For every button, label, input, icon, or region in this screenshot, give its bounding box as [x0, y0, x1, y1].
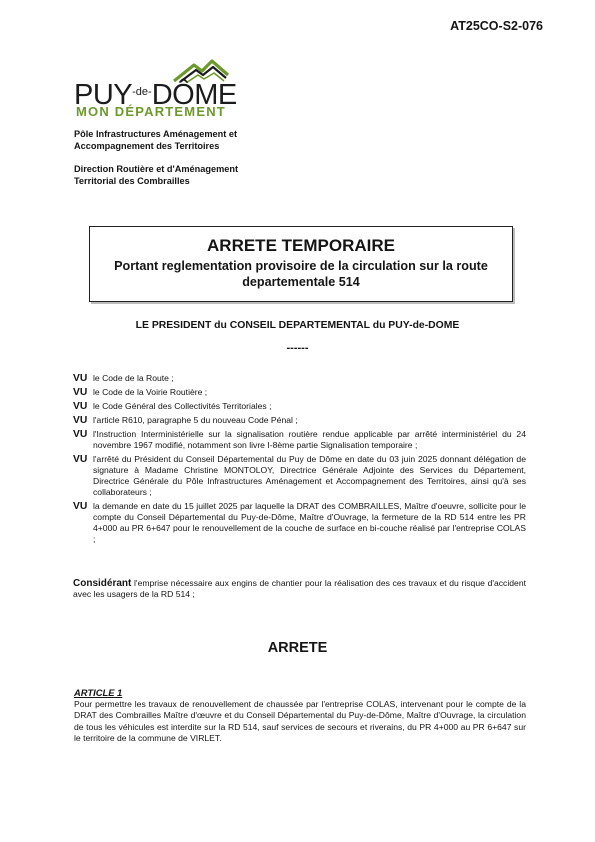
- considerant-paragraph: [73, 578, 526, 600]
- vu-label: VU: [73, 401, 88, 412]
- vu-item: [73, 401, 526, 412]
- pole-line2: Accompagnement des Territoires: [74, 141, 220, 151]
- vu-text: la demande en date du 15 juillet 2025 par laquelle la DRAT des COMBRAILLES, Maître d'oeuvre, sollicite pour le compte du Conseil Départemental du Puy-de-Dôme, Maître d'Ouvrage, la fermeture de la RD 514 entre les PR 4+000 au PR 6+647 pour le renouvellement de la couche de surface en bi-couche réalisé par l'entreprise COLAS ;: [93, 501, 526, 544]
- department-logo: [74, 57, 254, 119]
- vu-item: [73, 415, 526, 426]
- article-1-title: ARTICLE 1: [74, 687, 123, 698]
- vu-item: [73, 373, 526, 384]
- title-box: [89, 226, 513, 302]
- vu-item: [73, 387, 526, 398]
- vu-text: l'Instruction Interministérielle sur la signalisation routière rendue applicable par arrêté interministériel du 24 novembre 1967 modifié, notamment son livre I-8ème partie Signalisation temporaire ;: [93, 429, 526, 450]
- arrete-title: ARRETE TEMPORAIRE: [207, 236, 395, 255]
- vu-label: VU: [73, 387, 88, 398]
- direction-name: [74, 163, 238, 187]
- vu-text: l'arrêté du Président du Conseil Départemental du Puy de Dôme en date du 03 juin 2025 donnant délégation de signature à Madame Christine MONTOLOY, Directrice Générale Adjointe des Services du Département, Directrice Générale du Pôle Infrastructures Aménagement et Accompagnement des Territoires, ainsi qu'à ses collaborateurs ;: [93, 454, 526, 497]
- vu-item: [73, 454, 526, 498]
- vu-text: le Code Général des Collectivités Territoriales ;: [93, 401, 272, 411]
- vu-label: VU: [73, 429, 88, 440]
- vu-label: VU: [73, 415, 88, 426]
- vu-label: VU: [73, 373, 88, 384]
- separator: ------: [286, 342, 309, 354]
- vu-item: [73, 501, 526, 545]
- article-1-body: Pour permettre les travaux de renouvellement de chaussée par l'entreprise COLAS, intervenant pour le compte de la DRAT des Combrailles Maître d'œuvre et du Conseil Départemental du Puy-de-Dôme, Maître d'Ouvrage, la circulation de tous les véhicules est interdite sur la RD 514, sauf services de secours et riverains, du PR 4+000 au PR 6+647 sur le territoire de la commune de VIRLET.: [74, 699, 526, 743]
- arrete-heading: ARRETE: [267, 640, 328, 656]
- arrete-subtitle: Portant reglementation provisoire de la circulation sur la route departementale 514: [114, 259, 488, 289]
- president-heading: LE PRESIDENT du CONSEIL DEPARTEMENTAL du PUY-de-DOME: [135, 320, 460, 331]
- logo-name-part1: PUY: [74, 79, 133, 111]
- vu-text: l'article R610, paragraphe 5 du nouveau Code Pénal ;: [93, 415, 298, 425]
- vu-text: le Code de la Route ;: [93, 373, 174, 383]
- pole-name: [74, 128, 237, 152]
- vu-label: VU: [73, 454, 88, 465]
- logo-name-part2: -de-: [132, 86, 152, 98]
- vu-list: [73, 373, 526, 548]
- document-reference: AT25CO-S2-076: [450, 19, 543, 33]
- pole-line1: Pôle Infrastructures Aménagement et: [74, 129, 238, 139]
- considerant-label: Considérant: [73, 578, 132, 589]
- direction-line2: Territorial des Combrailles: [74, 176, 190, 186]
- vu-label: VU: [73, 501, 88, 512]
- considerant-text: l'emprise nécessaire aux engins de chantier pour la réalisation des ces travaux et du risque d'accident avec les usagers de la RD 514 ;: [73, 578, 526, 599]
- vu-text: le Code de la Voirie Routière ;: [93, 387, 208, 397]
- logo-subtitle: MON DÉPARTEMENT: [76, 104, 226, 119]
- logo-name-part3: DÔME: [151, 79, 237, 111]
- vu-item: [73, 429, 526, 451]
- direction-line1: Direction Routière et d'Aménagement: [74, 164, 239, 174]
